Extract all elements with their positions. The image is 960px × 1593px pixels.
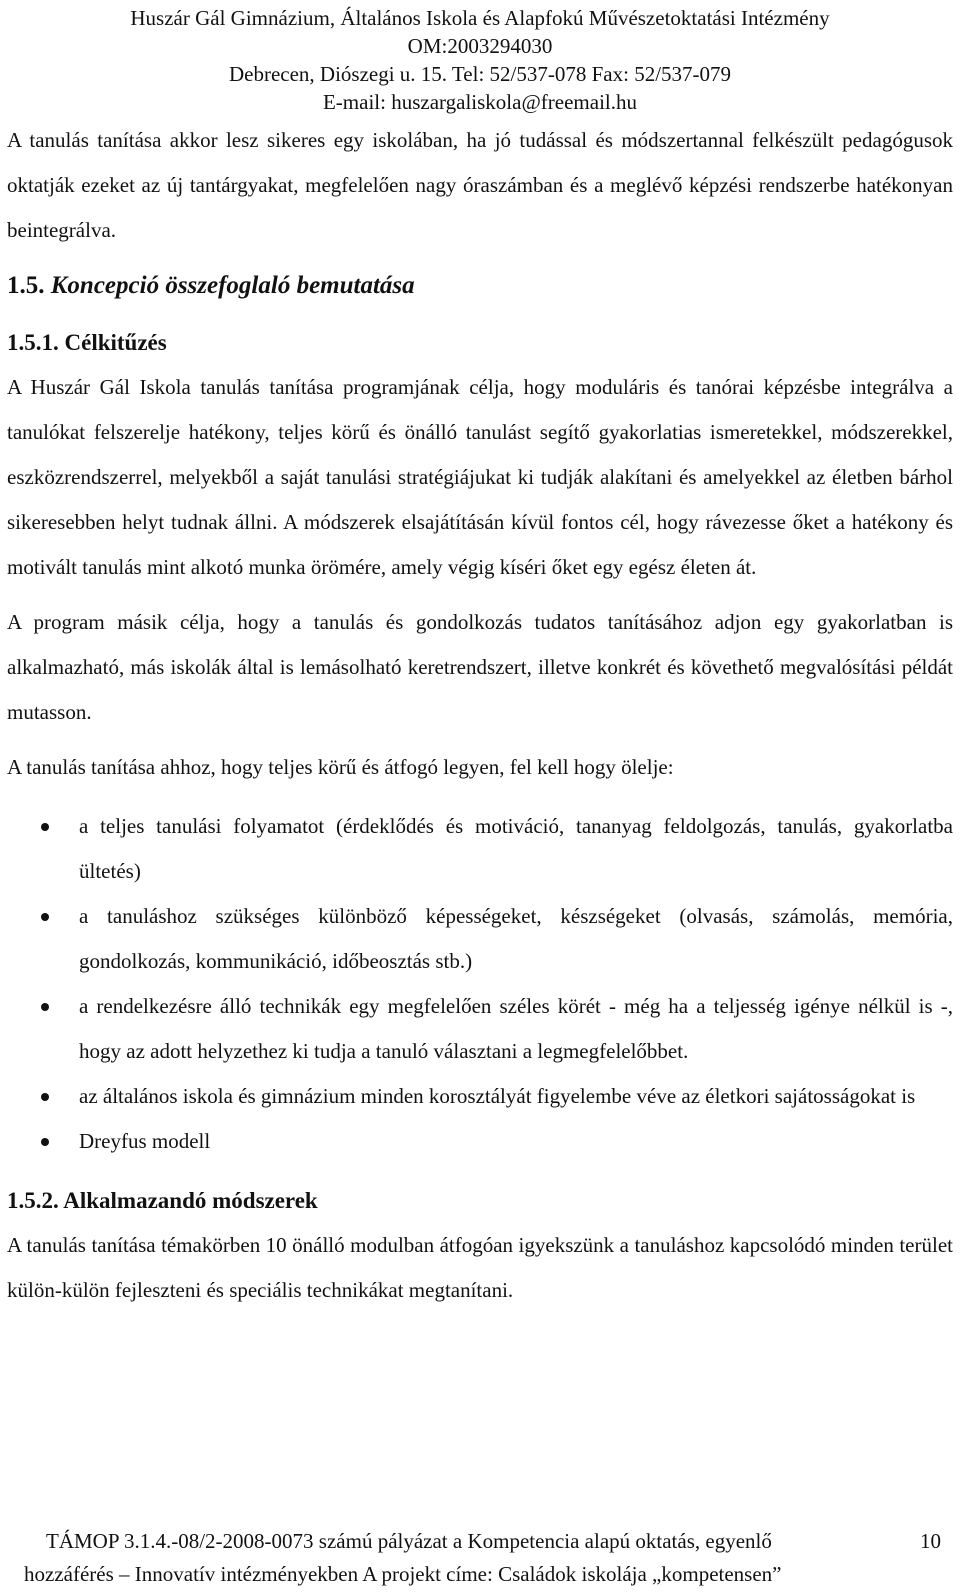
list-item [7,984,953,1074]
school-email: E-mail: huszargaliskola@freemail.hu [322,90,637,114]
footer-line-1 [0,1525,960,1558]
section-1-5-title: Koncepció összefoglaló bemutatása [50,272,415,299]
list-item [7,804,953,894]
bullet-icon [41,1093,49,1101]
list-item [7,1119,953,1164]
school-name: Huszár Gál Gimnázium, Általános Iskola és Alapfokú Művészetoktatási Intézmény [130,6,830,30]
scope-bullet-list [7,804,953,1164]
bullet-icon [41,1138,49,1146]
intro-paragraph: A tanulás tanítása akkor lesz sikeres egy iskolában, ha jó tudással és módszertannal felkészült pedagógusok oktatják ezeket az új tantárgyakat, megfelelően nagy óraszámban és a meglévő képzési rendszerbe hatékonyan beintegrálva. [7,128,953,242]
school-address-phone: Debrecen, Diószegi u. 15. Tel: 52/537-078 Fax: 52/537-079 [228,62,732,86]
list-item-text: a teljes tanulási folyamatot (érdeklődés és motiváció, tananyag feldolgozás, tanulás, gyakorlatba ültetés) [79,814,953,883]
section-1-5-number: 1.5. [7,272,45,299]
page-number: 10 [920,1529,941,1553]
section-1-5-2-heading: 1.5.2. Alkalmazandó módszerek [7,1188,318,1213]
scope-intro-paragraph: A tanulás tanítása ahhoz, hogy teljes körű és átfogó legyen, fel kell hogy ölelje: [7,755,674,779]
list-item-text: Dreyfus modell [79,1129,211,1153]
list-item [7,894,953,984]
list-item [7,1074,953,1119]
list-item-text: a rendelkezésre álló technikák egy megfelelően széles körét - még ha a teljesség igénye nélkül is -, hogy az adott helyzethez ki tudja a tanuló választani a legmegfelelőbbet. [79,994,953,1063]
school-om-number: OM:2003294030 [407,34,553,58]
document-body [7,118,953,1313]
goal-paragraph: A Huszár Gál Iskola tanulás tanítása programjának célja, hogy moduláris és tanórai képzésbe integrálva a tanulókat felszerelje hatékony, teljes körű és önálló tanulást segítő gyakorlatias ismeretekkel, módszerekkel, eszközrendszerrel, melyekből a saját tanulási stratégiájukat ki tudják alakítani és amelyekkel az életben bárhol sikeresebben helyt tudnak állni. A módszerek elsajátításán kívül fontos cél, hogy rávezesse őket a hatékony és motivált tanulás mint alkotó munka örömére, amely végig kíséri őket egy egész életen át. [7,375,953,579]
bullet-icon [41,823,49,831]
list-item-text: a tanuláshoz szükséges különböző képességeket, készségeket (olvasás, számolás, memória, gondolkozás, kommunikáció, időbeosztás stb.) [79,904,953,973]
section-1-5-1-heading: 1.5.1. Célkitűzés [7,330,167,355]
section-1-5-heading [7,263,953,308]
methods-paragraph: A tanulás tanítása témakörben 10 önálló modulban átfogóan igyekszünk a tanuláshoz kapcsolódó minden terület külön-külön fejleszteni és speciális technikákat megtanítani. [7,1233,953,1302]
document-header [0,4,960,116]
bullet-icon [41,913,49,921]
footer-project-text: TÁMOP 3.1.4.-08/2-2008-0073 számú pályázat a Kompetencia alapú oktatás, egyenlő [46,1529,772,1553]
footer-line-2: hozzáférés – Innovatív intézményekben A projekt címe: Családok iskolája „kompetensen” [24,1562,782,1586]
document-footer [0,1525,960,1591]
second-goal-paragraph: A program másik célja, hogy a tanulás és gondolkozás tudatos tanításához adjon egy gyakorlatban is alkalmazható, más iskolák által is lemásolható keretrendszert, illetve konkrét és követhető megvalósítási példát mutasson. [7,610,953,724]
bullet-icon [41,1003,49,1011]
list-item-text: az általános iskola és gimnázium minden korosztályát figyelembe véve az életkori sajátosságokat is [79,1084,916,1108]
